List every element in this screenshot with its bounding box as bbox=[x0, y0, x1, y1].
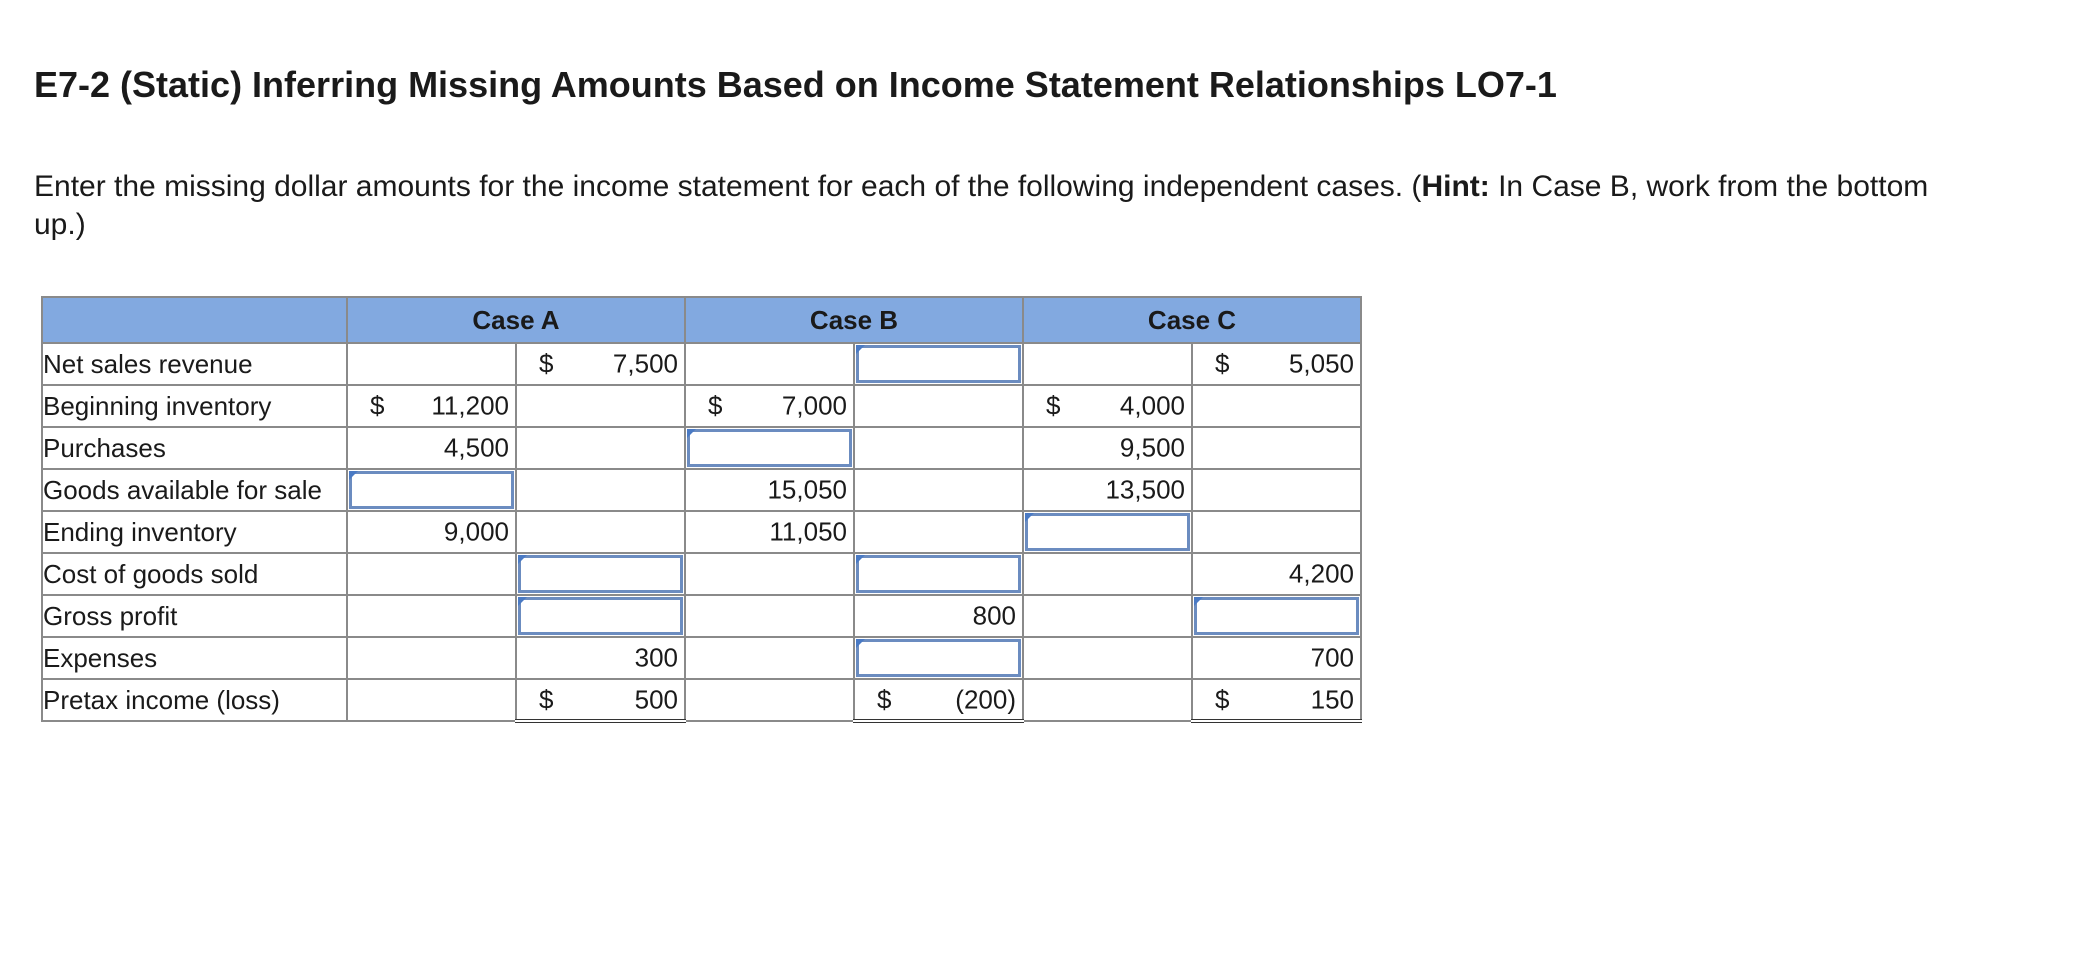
row-label: Ending inventory bbox=[42, 511, 347, 553]
dollar-sign: $ bbox=[539, 348, 554, 379]
amount-value: 7,500 bbox=[612, 348, 678, 379]
case-b-left-cell bbox=[685, 679, 854, 721]
case-c-right-cell bbox=[1192, 679, 1361, 721]
case-c-left-cell bbox=[1023, 385, 1192, 427]
table-row bbox=[42, 637, 1361, 679]
amount-value: 15,050 bbox=[767, 474, 847, 505]
header-case-c: Case C bbox=[1023, 297, 1361, 343]
amount-value: (200) bbox=[955, 684, 1016, 714]
case-b-left-cell bbox=[685, 385, 854, 427]
case-a-right-cell bbox=[516, 385, 685, 427]
amount-value: 4,200 bbox=[1288, 558, 1354, 589]
amount-value: 9,000 bbox=[443, 516, 509, 547]
table-row bbox=[42, 343, 1361, 385]
table-row bbox=[42, 595, 1361, 637]
amount-input[interactable] bbox=[349, 471, 514, 509]
case-b-right-cell bbox=[854, 679, 1023, 721]
case-a-right-cell bbox=[516, 637, 685, 679]
hint-label: Hint: bbox=[1421, 170, 1490, 203]
table-row bbox=[42, 553, 1361, 595]
instructions-lead: Enter the missing dollar amounts for the income statement for each of the following independent cases. ( bbox=[34, 170, 1422, 203]
case-a-right-cell bbox=[516, 469, 685, 511]
case-c-left-cell bbox=[1023, 427, 1192, 469]
amount-value: 13,500 bbox=[1105, 474, 1185, 505]
amount-value: 700 bbox=[1310, 642, 1354, 673]
row-label: Cost of goods sold bbox=[42, 553, 347, 595]
row-label: Goods available for sale bbox=[42, 469, 347, 511]
table-row bbox=[42, 511, 1361, 553]
case-b-right-cell bbox=[854, 553, 1023, 595]
table-row bbox=[42, 427, 1361, 469]
case-a-left-cell bbox=[347, 679, 516, 721]
case-b-left-cell bbox=[685, 343, 854, 385]
row-label: Expenses bbox=[42, 637, 347, 679]
amount-value: 4,500 bbox=[443, 432, 509, 463]
case-a-left-cell bbox=[347, 469, 516, 511]
header-case-b: Case B bbox=[685, 297, 1023, 343]
income-statement-table bbox=[41, 296, 1362, 723]
amount-input[interactable] bbox=[687, 429, 852, 467]
dollar-sign: $ bbox=[877, 684, 892, 714]
case-a-right-cell bbox=[516, 427, 685, 469]
case-a-left-cell bbox=[347, 553, 516, 595]
row-label: Pretax income (loss) bbox=[42, 679, 347, 721]
dollar-sign: $ bbox=[708, 390, 723, 421]
case-b-left-cell bbox=[685, 511, 854, 553]
row-label: Gross profit bbox=[42, 595, 347, 637]
case-a-right-cell bbox=[516, 679, 685, 721]
amount-value: 300 bbox=[634, 642, 678, 673]
case-c-left-cell bbox=[1023, 469, 1192, 511]
case-a-left-cell bbox=[347, 595, 516, 637]
case-c-right-cell bbox=[1192, 469, 1361, 511]
amount-input[interactable] bbox=[856, 639, 1021, 677]
row-label: Purchases bbox=[42, 427, 347, 469]
case-c-left-cell bbox=[1023, 679, 1192, 721]
case-b-right-cell bbox=[854, 595, 1023, 637]
case-c-right-cell bbox=[1192, 385, 1361, 427]
amount-input[interactable] bbox=[856, 555, 1021, 593]
table-row bbox=[42, 385, 1361, 427]
dollar-sign: $ bbox=[1215, 684, 1230, 714]
case-c-left-cell bbox=[1023, 511, 1192, 553]
table-row bbox=[42, 469, 1361, 511]
instructions bbox=[34, 168, 1934, 244]
amount-input[interactable] bbox=[1025, 513, 1190, 551]
case-c-right-cell bbox=[1192, 511, 1361, 553]
case-a-left-cell bbox=[347, 637, 516, 679]
case-b-right-cell bbox=[854, 385, 1023, 427]
dollar-sign: $ bbox=[1215, 348, 1230, 379]
hint-text: In Case B, work from the bottom up.) bbox=[34, 170, 1929, 241]
case-c-right-cell bbox=[1192, 595, 1361, 637]
case-b-left-cell bbox=[685, 595, 854, 637]
amount-value: 11,050 bbox=[769, 516, 847, 547]
case-a-right-cell bbox=[516, 511, 685, 553]
case-a-left-cell bbox=[347, 427, 516, 469]
amount-value: 800 bbox=[972, 600, 1016, 631]
table-header-row bbox=[42, 297, 1361, 343]
case-b-right-cell bbox=[854, 427, 1023, 469]
case-b-right-cell bbox=[854, 343, 1023, 385]
case-a-right-cell bbox=[516, 595, 685, 637]
case-b-right-cell bbox=[854, 637, 1023, 679]
case-c-right-cell bbox=[1192, 637, 1361, 679]
case-a-left-cell bbox=[347, 343, 516, 385]
case-c-right-cell bbox=[1192, 553, 1361, 595]
case-c-right-cell bbox=[1192, 427, 1361, 469]
row-label: Net sales revenue bbox=[42, 343, 347, 385]
case-c-left-cell bbox=[1023, 553, 1192, 595]
case-a-left-cell bbox=[347, 385, 516, 427]
table-row bbox=[42, 679, 1361, 721]
dollar-sign: $ bbox=[1046, 390, 1061, 421]
case-b-left-cell bbox=[685, 553, 854, 595]
amount-input[interactable] bbox=[856, 345, 1021, 383]
case-c-right-cell bbox=[1192, 343, 1361, 385]
page-title: E7-2 (Static) Inferring Missing Amounts Based on Income Statement Relationships LO7-1 bbox=[34, 64, 1557, 105]
header-case-a: Case A bbox=[347, 297, 685, 343]
amount-value: 7,000 bbox=[781, 390, 847, 421]
dollar-sign: $ bbox=[370, 390, 385, 421]
amount-input[interactable] bbox=[518, 597, 683, 635]
case-a-left-cell bbox=[347, 511, 516, 553]
amount-input[interactable] bbox=[518, 555, 683, 593]
case-a-right-cell bbox=[516, 553, 685, 595]
case-a-right-cell bbox=[516, 343, 685, 385]
row-label: Beginning inventory bbox=[42, 385, 347, 427]
amount-value: 9,500 bbox=[1119, 432, 1185, 463]
case-b-left-cell bbox=[685, 469, 854, 511]
case-b-left-cell bbox=[685, 637, 854, 679]
case-c-left-cell bbox=[1023, 343, 1192, 385]
case-c-left-cell bbox=[1023, 595, 1192, 637]
amount-value: 5,050 bbox=[1288, 348, 1354, 379]
case-c-left-cell bbox=[1023, 637, 1192, 679]
amount-value: 500 bbox=[634, 684, 678, 714]
case-b-right-cell bbox=[854, 511, 1023, 553]
header-corner bbox=[42, 297, 347, 343]
dollar-sign: $ bbox=[539, 684, 554, 714]
amount-value: 150 bbox=[1310, 684, 1354, 714]
amount-input[interactable] bbox=[1194, 597, 1359, 635]
case-b-left-cell bbox=[685, 427, 854, 469]
amount-value: 4,000 bbox=[1119, 390, 1185, 421]
case-b-right-cell bbox=[854, 469, 1023, 511]
amount-value: 11,200 bbox=[431, 390, 509, 421]
